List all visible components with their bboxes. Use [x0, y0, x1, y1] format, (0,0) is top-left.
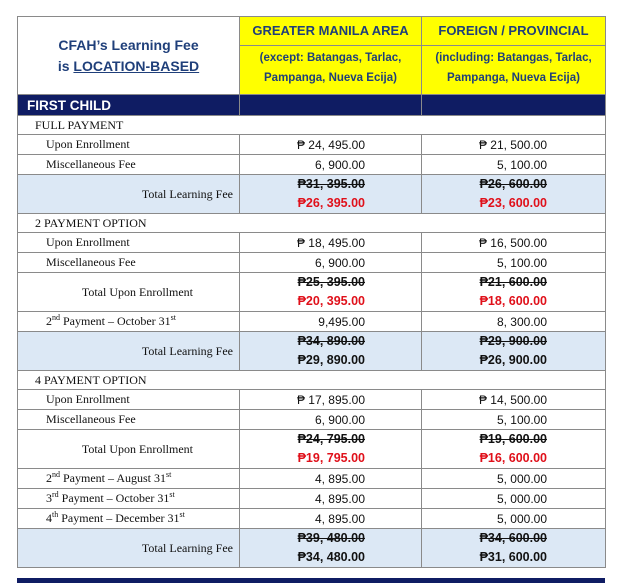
new-price: ₱18, 600.00: [479, 294, 547, 308]
learning-fee-table: [17, 16, 606, 568]
row-label: Miscellaneous Fee: [18, 155, 240, 175]
total-upon-enrollment-row: [18, 273, 606, 312]
new-price: ₱26, 900.00: [479, 353, 547, 367]
row-label: Upon Enrollment: [18, 390, 240, 410]
table-row: [18, 410, 606, 430]
foreign-value: 5, 000.00: [422, 509, 606, 529]
table-row: [18, 253, 606, 273]
row-label: 4th Payment – December 31st: [18, 509, 240, 529]
row-label: Miscellaneous Fee: [18, 253, 240, 273]
foreign-total: [422, 529, 606, 568]
new-price: ₱23, 600.00: [479, 196, 547, 210]
foreign-value: 5, 000.00: [422, 469, 606, 489]
foreign-value: 5, 100.00: [422, 155, 606, 175]
old-price: ₱34, 890.00: [297, 334, 365, 348]
foreign-value: ₱ 14, 500.00: [422, 390, 606, 410]
gma-value: ₱ 24, 495.00: [240, 135, 422, 155]
gma-column-header: [240, 17, 422, 95]
row-label: Upon Enrollment: [18, 135, 240, 155]
foreign-sub-2: Pampanga, Nueva Ecija): [447, 72, 580, 84]
foreign-value: 5, 100.00: [422, 253, 606, 273]
gma-value: 4, 895.00: [240, 509, 422, 529]
new-price: ₱29, 890.00: [297, 353, 365, 367]
foreign-value: 5, 100.00: [422, 410, 606, 430]
total-row: [18, 529, 606, 568]
old-price: ₱19, 600.00: [479, 432, 547, 446]
total-row: [18, 175, 606, 214]
gma-value: ₱ 18, 495.00: [240, 233, 422, 253]
gma-value: 6, 900.00: [240, 410, 422, 430]
table-row: [18, 233, 606, 253]
foreign-value: 5, 000.00: [422, 489, 606, 509]
old-price: ₱34, 600.00: [479, 531, 547, 545]
old-price: ₱31, 395.00: [297, 177, 365, 191]
foreign-value: ₱ 21, 500.00: [422, 135, 606, 155]
row-label: Total Learning Fee: [18, 332, 240, 371]
old-price: ₱24, 795.00: [297, 432, 365, 446]
old-price: ₱29, 900.00: [479, 334, 547, 348]
table-row: [18, 489, 606, 509]
row-label: 2nd Payment – October 31st: [18, 312, 240, 332]
new-price: ₱20, 395.00: [297, 294, 365, 308]
gma-value: 6, 900.00: [240, 253, 422, 273]
foreign-value: 8, 300.00: [422, 312, 606, 332]
title-line-1: CFAH’s Learning Fee: [58, 36, 199, 53]
table-row: [18, 509, 606, 529]
section-4-payment: [18, 371, 606, 390]
gma-sub-1: (except: Batangas, Tarlac,: [259, 52, 402, 64]
gma-value: 9,495.00: [240, 312, 422, 332]
row-label: Total Learning Fee: [18, 175, 240, 214]
old-price: ₱21, 600.00: [479, 275, 547, 289]
new-price: ₱34, 480.00: [297, 550, 365, 564]
foreign-column-header: [422, 17, 606, 95]
header-row: [18, 17, 606, 95]
row-label: Miscellaneous Fee: [18, 410, 240, 430]
title-prefix: is: [57, 57, 74, 74]
foreign-total: [422, 175, 606, 214]
foreign-value: ₱ 16, 500.00: [422, 233, 606, 253]
title-line-2: [18, 56, 239, 77]
band-cell: [240, 95, 422, 116]
table-row: [18, 390, 606, 410]
gma-sub-2: Pampanga, Nueva Ecija): [264, 72, 397, 84]
foreign-total: [422, 430, 606, 469]
gma-total: [240, 332, 422, 371]
section-title: FULL PAYMENT: [18, 116, 606, 135]
total-row: [18, 332, 606, 371]
table-title: [18, 17, 240, 95]
new-price: ₱16, 600.00: [479, 451, 547, 465]
gma-value: 6, 900.00: [240, 155, 422, 175]
total-upon-enrollment-row: [18, 430, 606, 469]
old-price: ₱39, 480.00: [297, 531, 365, 545]
gma-value: 4, 895.00: [240, 469, 422, 489]
location-based-text: LOCATION-BASED: [73, 57, 200, 74]
new-price: ₱19, 795.00: [297, 451, 365, 465]
first-child-band: [18, 95, 606, 116]
section-full-payment: [18, 116, 606, 135]
foreign-total: [422, 332, 606, 371]
row-label: Total Upon Enrollment: [18, 273, 240, 312]
foreign-subtitle: [422, 46, 605, 88]
gma-total: [240, 430, 422, 469]
new-price: ₱26, 395.00: [297, 196, 365, 210]
new-price: ₱31, 600.00: [479, 550, 547, 564]
bottom-band: [17, 578, 605, 583]
table-row: [18, 312, 606, 332]
gma-total: [240, 273, 422, 312]
gma-subtitle: [240, 46, 421, 88]
gma-value: 4, 895.00: [240, 489, 422, 509]
first-child-label: FIRST CHILD: [18, 95, 240, 116]
table-row: [18, 469, 606, 489]
gma-total: [240, 175, 422, 214]
old-price: ₱25, 395.00: [297, 275, 365, 289]
row-label: 2nd Payment – August 31st: [18, 469, 240, 489]
row-label: Total Learning Fee: [18, 529, 240, 568]
section-title: 4 PAYMENT OPTION: [18, 371, 606, 390]
table-row: [18, 135, 606, 155]
table-row: [18, 155, 606, 175]
gma-total: [240, 529, 422, 568]
band-cell: [422, 95, 606, 116]
section-title: 2 PAYMENT OPTION: [18, 214, 606, 233]
row-label: Total Upon Enrollment: [18, 430, 240, 469]
foreign-title: FOREIGN / PROVINCIAL: [422, 17, 605, 46]
gma-title: GREATER MANILA AREA: [240, 17, 421, 46]
old-price: ₱26, 600.00: [479, 177, 547, 191]
foreign-sub-1: (including: Batangas, Tarlac,: [435, 52, 592, 64]
gma-value: ₱ 17, 895.00: [240, 390, 422, 410]
foreign-total: [422, 273, 606, 312]
row-label: Upon Enrollment: [18, 233, 240, 253]
row-label: 3rd Payment – October 31st: [18, 489, 240, 509]
section-2-payment: [18, 214, 606, 233]
